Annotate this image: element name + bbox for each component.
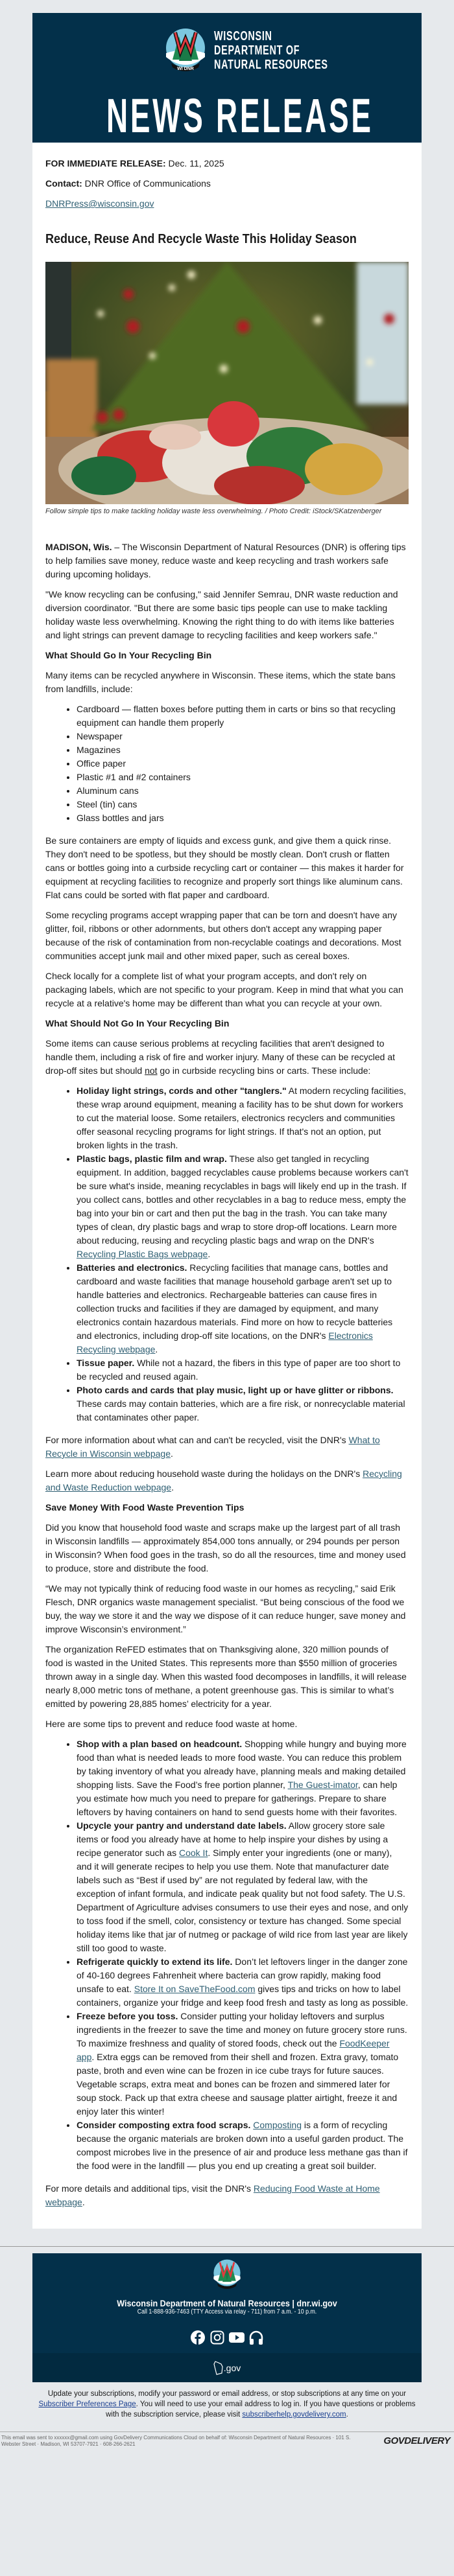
body-text: Many items can be recycled anywhere in Wisconsin. These items, which the state bans from landfills, include: bbox=[45, 670, 396, 694]
paragraph bbox=[45, 1521, 409, 1575]
list-item bbox=[77, 757, 409, 771]
wisconsin-outline-icon bbox=[213, 2360, 224, 2376]
social-links bbox=[32, 2330, 422, 2345]
footer-org-name: Wisconsin Department of Natural Resources | dnr.wi.gov bbox=[117, 2298, 337, 2308]
subscribe-text: . You will need to use your email address to log in. If you have questions or problems with the subscription service, please visit bbox=[106, 2400, 416, 2419]
bold-lead: Consider composting extra food scraps. bbox=[77, 2120, 251, 2130]
release-label: FOR IMMEDIATE RELEASE: bbox=[45, 158, 166, 168]
body-text: – The Wisconsin Department of Natural Resources (DNR) is offering tips to help families save money, reduce waste and keep recycling and trash workers safe during upcoming holidays. bbox=[45, 542, 406, 579]
bold-lead: Holiday light strings, cords and other "tanglers." bbox=[77, 1085, 287, 1096]
body-text: "We know recycling can be confusing," said Jennifer Semrau, DNR waste reduction and diversion coordinator. "But there are some basic tips people can use to make tackling holiday waste less overwhelming. Knowing the right thing to do with items like batteries and light strings can prevent damage to recycling facilities and keep workers safe." bbox=[45, 589, 398, 640]
subscription-notice bbox=[32, 2389, 422, 2420]
body-text: Magazines bbox=[77, 745, 121, 755]
body-text: Some items can cause serious problems at recycling facilities that aren't designed to handle them, including a risk of fire and worker injury. Many of these can be recycled at drop-off sites but should bbox=[45, 1038, 396, 1076]
bold-lead: Shop with a plan based on headcount. bbox=[77, 1739, 243, 1749]
card-spacer bbox=[32, 2229, 422, 2241]
body-text: For more information about what can and can't be recycled, visit the DNR's bbox=[45, 1435, 349, 1445]
bullet-list bbox=[45, 702, 409, 825]
paragraph bbox=[45, 669, 409, 696]
body-text: Some recycling programs accept wrapping paper that can be torn and doesn't have any glitter, foil, ribbons or other adornments, but others don't accept any wrapping paper because of the risk of contamination from non-recyclable coatings and decorations. Most communities accept junk mail and other mixed paper, such as cereal boxes. bbox=[45, 910, 401, 961]
article-body bbox=[32, 143, 422, 2229]
list-item bbox=[77, 1819, 409, 1955]
body-text: These also get tangled in recycling equipment. In addition, bagged recyclables cause problems because workers can't be sure what's inside, meaning recyclables in bags will likely end up in the trash. If you collect cans, bottles and other recyclables in a bag to reduce mess, empty the bag into your bin or cart and then put the bag in the trash. You can take many types of clean, dry plastic bags and wrap to store drop-off locations. Learn more about reducing, reusing and recycling plastic bags and wrap on the DNR's bbox=[77, 1154, 409, 1246]
article-link[interactable]: Recycling and Waste Reduction webpage bbox=[45, 1468, 402, 1492]
paragraph bbox=[45, 540, 409, 581]
section-heading: What Should Not Go In Your Recycling Bin bbox=[45, 1018, 230, 1028]
article-link[interactable]: Store It on SaveTheFood.com bbox=[134, 1984, 256, 1994]
paragraph bbox=[45, 1467, 409, 1494]
bullet-list bbox=[45, 1737, 409, 2173]
body-text: is a form of recycling because the organic materials are broken down into a useful garden product. The compost microbes live in the presence of air and produce less methane gas than if the food were in the landfill — plus you end up creating a great soil builder. bbox=[77, 2120, 408, 2171]
paragraph bbox=[45, 1433, 409, 1461]
footer-phone: Call 1-888-936-7463 (TTY Access via relay - 711) from 7 a.m. - 10 p.m. bbox=[137, 2308, 317, 2315]
body-text: Here are some tips to prevent and reduce food waste at home. bbox=[45, 1719, 298, 1729]
list-item bbox=[77, 798, 409, 811]
list-item bbox=[77, 1356, 409, 1384]
section-heading: Save Money With Food Waste Prevention Tips bbox=[45, 1502, 245, 1513]
body-text: Glass bottles and jars bbox=[77, 813, 164, 823]
list-item bbox=[77, 771, 409, 784]
body-text: Allow grocery store sale items or food you already have at home to help inspire your dishes by using a recipe generator such as bbox=[77, 1820, 388, 1858]
body-text: . bbox=[82, 2197, 85, 2207]
dotgov-band bbox=[32, 2353, 422, 2382]
release-date: Dec. 11, 2025 bbox=[165, 158, 224, 168]
subscribe-text: Update your subscriptions, modify your password or email address, or stop subscriptions at any time on your bbox=[47, 2390, 407, 2398]
article-headline: Reduce, Reuse And Recycle Waste This Holiday Season bbox=[45, 232, 357, 246]
body-text: go in curbside recycling bins or carts. These include: bbox=[157, 1065, 371, 1076]
paragraph bbox=[45, 834, 409, 902]
paragraph bbox=[45, 1717, 409, 1731]
paragraph bbox=[45, 588, 409, 642]
dnr-logo bbox=[165, 27, 372, 74]
divider bbox=[0, 2246, 454, 2247]
paragraph bbox=[45, 909, 409, 963]
body-text: . bbox=[155, 1344, 158, 1354]
article-link[interactable]: FoodKeeper app bbox=[77, 2038, 390, 2062]
body-text: Aluminum cans bbox=[77, 785, 139, 796]
instagram-icon[interactable] bbox=[209, 2330, 225, 2345]
dnr-logo-icon bbox=[165, 27, 206, 74]
sent-notice-row bbox=[0, 2435, 454, 2448]
body-text: Cardboard — flatten boxes before putting them in carts or bins so that recycling equipment can handle them properly bbox=[77, 704, 396, 728]
podcast-headphones-icon[interactable] bbox=[248, 2330, 264, 2345]
article-link[interactable]: The Guest-imator bbox=[287, 1780, 358, 1790]
paragraph bbox=[45, 1582, 409, 1636]
emphasis-text: not bbox=[145, 1065, 158, 1076]
list-item bbox=[77, 1737, 409, 1819]
body-text: . Simply enter your ingredients (one or many), and it will generate recipes to help you use them. Note that manufacturer date labels such as “Best if used by” are not regulated by federal law, with the exception of infant formula, and indicate peak quality but not food safety. The U.S. Department of Agriculture advises consumers to use their eyes and nose, and only to toss food if the smell, color, consistency or texture has changed. Some special holiday items like that jar of nutmeg or package of wild rice from last year are likely still too good to waste. bbox=[77, 1848, 409, 1953]
body-text: “We may not typically think of reducing food waste in our homes as recycling,” said Erik Flesch, DNR organics waste management specialist. “But being conscious of the food we buy, the way we store it and the way we dispose of it can reduce hunger, save money and improve Wisconsin’s environment.” bbox=[45, 1583, 406, 1634]
section-heading: What Should Go In Your Recycling Bin bbox=[45, 650, 212, 660]
holiday-waste-photo bbox=[45, 262, 409, 504]
email-card bbox=[32, 13, 422, 2241]
body-text: . Extra eggs can be removed from their shell and frozen. Extra gravy, tomato paste, broth and even wine can be frozen in ice cube trays for future sauces. Vegetable scraps, extra meat and bones can be frozen and simmered later for soup stock. Pack up that extra cheese and sausage platter airtight, freeze it and enjoy later this winter! bbox=[77, 2052, 399, 2117]
sent-notice: This email was sent to xxxxxx@gmail.com using GovDelivery Communications Cloud on behalf of: Wisconsin Department of Natural Resources · 101 S. Webster Street · Madison, WI 53707-7921 · 608-266-2621 bbox=[1, 2435, 351, 2447]
list-item bbox=[77, 784, 409, 798]
list-item bbox=[77, 2010, 409, 2118]
article-link[interactable]: What to Recycle in Wisconsin webpage bbox=[45, 1435, 380, 1459]
body-text: Recycling facilities that manage cans, bottles and cardboard and waste facilities that manage household garbage aren't set up to handle batteries and electronics. Rechargeable batteries can cause fires in collection trucks and facilities if they are damaged by equipment, and many electronics contain hazardous materials. Find more on how to recycle batteries and electronics, including drop-off site locations, on the DNR's bbox=[77, 1262, 393, 1341]
contact-line bbox=[45, 177, 409, 191]
bold-lead: Batteries and electronics. bbox=[77, 1262, 187, 1273]
body-text: Learn more about reducing household waste during the holidays on the DNR's bbox=[45, 1468, 363, 1479]
org-line: WISCONSIN bbox=[214, 29, 272, 43]
body-text: Consider putting your holiday leftovers and surplus ingredients in the freezer to save the time and money on future grocery store runs. To maximize freshness and quality of stored foods, check out the bbox=[77, 2011, 407, 2048]
subscribe-text: . bbox=[346, 2411, 348, 2419]
press-email-link[interactable]: DNRPress@wisconsin.gov bbox=[45, 198, 154, 209]
list-item bbox=[77, 1152, 409, 1261]
list-item bbox=[77, 730, 409, 743]
list-item bbox=[77, 702, 409, 730]
paragraph bbox=[45, 1643, 409, 1711]
list-item bbox=[77, 2118, 409, 2173]
release-line bbox=[45, 157, 409, 170]
divider bbox=[0, 2431, 454, 2432]
article-link[interactable]: Reducing Food Waste at Home webpage bbox=[45, 2183, 380, 2207]
body-text: . bbox=[171, 1482, 174, 1492]
list-item bbox=[77, 811, 409, 825]
contact-label: Contact: bbox=[45, 178, 82, 189]
org-name bbox=[214, 29, 328, 72]
release-meta bbox=[45, 157, 409, 211]
body-text: Office paper bbox=[77, 758, 126, 769]
body-text: Steel (tin) cans bbox=[77, 799, 137, 809]
list-item bbox=[77, 1084, 409, 1152]
body-text: Shopping while hungry and buying more food than what is needed leads to more food waste. You can reduce this problem by taking inventory of what you already have, planning meals and making detailed shopping lists. Save the Food’s free portion planner, bbox=[77, 1739, 407, 1790]
body-text: The organization ReFED estimates that on Thanksgiving alone, 320 million pounds of food is wasted in the United States. This represents more than $550 million of groceries thrown away in a single day. When this wasted food decomposes in landfills, it will release nearly 8,000 metric tons of methane, a potent greenhouse gas. This is similar to what’s emitted by powering 28,885 homes’ electricity for a year. bbox=[45, 1644, 407, 1709]
body-text: Plastic #1 and #2 containers bbox=[77, 772, 191, 782]
org-line: NATURAL RESOURCES bbox=[214, 58, 328, 72]
body-text: While not a hazard, the fibers in this type of paper are too short to be recycled and reused again. bbox=[77, 1358, 401, 1382]
bold-lead: Tissue paper. bbox=[77, 1358, 135, 1368]
article-link[interactable]: Composting bbox=[253, 2120, 302, 2130]
article-blocks bbox=[45, 540, 409, 2209]
body-text: Check locally for a complete list of what your program accepts, and don't rely on packaging labels, which are not specific to your program. Keep in mind that what you can recycle at a relative's home may be different than what you can recycle at your own. bbox=[45, 971, 403, 1008]
article-link[interactable]: Electronics Recycling webpage bbox=[77, 1330, 373, 1354]
org-line: DEPARTMENT OF bbox=[214, 43, 300, 58]
bold-lead: Refrigerate quickly to extend its life. bbox=[77, 1956, 233, 1967]
logo-badge-text: WI DNR bbox=[177, 67, 194, 71]
contact-value: DNR Office of Communications bbox=[82, 178, 211, 189]
bold-lead: MADISON, Wis. bbox=[45, 542, 112, 552]
news-release-masthead bbox=[32, 13, 422, 143]
facebook-icon[interactable] bbox=[190, 2330, 206, 2345]
list-item bbox=[77, 1384, 409, 1424]
bullet-list bbox=[45, 1084, 409, 1424]
list-item bbox=[77, 743, 409, 757]
paragraph bbox=[45, 2182, 409, 2209]
photo-caption: Follow simple tips to make tackling holiday waste less overwhelming. / Photo Credit: iStock/SKatzenberger bbox=[45, 507, 382, 515]
paragraph bbox=[45, 1037, 409, 1078]
dotgov-label: .gov bbox=[223, 2362, 241, 2373]
bold-lead: Freeze before you toss. bbox=[77, 2011, 178, 2021]
youtube-icon[interactable] bbox=[229, 2330, 245, 2345]
bold-lead: Photo cards and cards that play music, light up or have glitter or ribbons. bbox=[77, 1385, 394, 1395]
dnr-footer bbox=[32, 2253, 422, 2382]
bold-lead: Plastic bags, plastic film and wrap. bbox=[77, 1154, 227, 1164]
news-release-title: NEWS RELEASE bbox=[106, 89, 374, 143]
body-text: . bbox=[208, 1249, 211, 1259]
govdelivery-logo: GOVDELIVERY bbox=[383, 2435, 450, 2446]
paragraph bbox=[45, 969, 409, 1010]
list-item bbox=[77, 1261, 409, 1356]
subscriber-help-link[interactable]: subscriberhelp.govdelivery.com bbox=[242, 2411, 346, 2419]
body-text: Newspaper bbox=[77, 731, 123, 741]
dnr-logo-icon bbox=[213, 2258, 241, 2291]
subscriber-preferences-link[interactable]: Subscriber Preferences Page bbox=[38, 2400, 136, 2408]
body-text: . bbox=[170, 1448, 173, 1459]
article-link[interactable]: Cook It bbox=[178, 1848, 208, 1858]
body-text: , can help you estimate how much you need to prepare for gatherings. Prepare to share leftovers by having containers on hand to send guests home with their favorites. bbox=[77, 1780, 398, 1817]
body-text: gives tips and tricks on how to label containers, organize your fridge and keep food fresh and tasty as long as possible. bbox=[77, 1984, 409, 2008]
list-item bbox=[77, 1955, 409, 2010]
body-text: These cards may contain batteries, which are a fire risk, or nonrecyclable material that contaminates other paper. bbox=[77, 1398, 405, 1422]
body-text: Don’t let leftovers linger in the danger zone of 40-160 degrees Fahrenheit where bacteria can grow rapidly, making food unsafe to eat. bbox=[77, 1956, 408, 1994]
body-text: At modern recycling facilities, these wrap around equipment, meaning a facility has to be shut down for workers to cut the material loose. Some retailers, electronics recyclers and communities offer seasonal recycling programs for light strings. If that's not an option, put broken lights in the trash. bbox=[77, 1085, 407, 1150]
article-link[interactable]: Recycling Plastic Bags webpage bbox=[77, 1249, 208, 1259]
bold-lead: Upcycle your pantry and understand date labels. bbox=[77, 1820, 287, 1831]
body-text: Did you know that household food waste and scraps make up the largest part of all trash in Wisconsin landfills — approximately 854,000 tons annually, or 294 pounds per person in Wisconsin? When food goes in the trash, so do all the resources, time and money used to produce, store and distribute the food. bbox=[45, 1522, 406, 1573]
body-text: Be sure containers are empty of liquids and excess gunk, and give them a quick rinse. They don't need to be spotless, but they should be mostly clean. Don't crush or flatten cans or bottles going into a curbside recycling cart or container — this makes it harder for equipment at recycling facilities to recognize and properly sort things like aluminum cans. Flat cans could be sorted with flat paper and cardboard. bbox=[45, 835, 404, 900]
body-text: For more details and additional tips, visit the DNR's bbox=[45, 2183, 254, 2194]
